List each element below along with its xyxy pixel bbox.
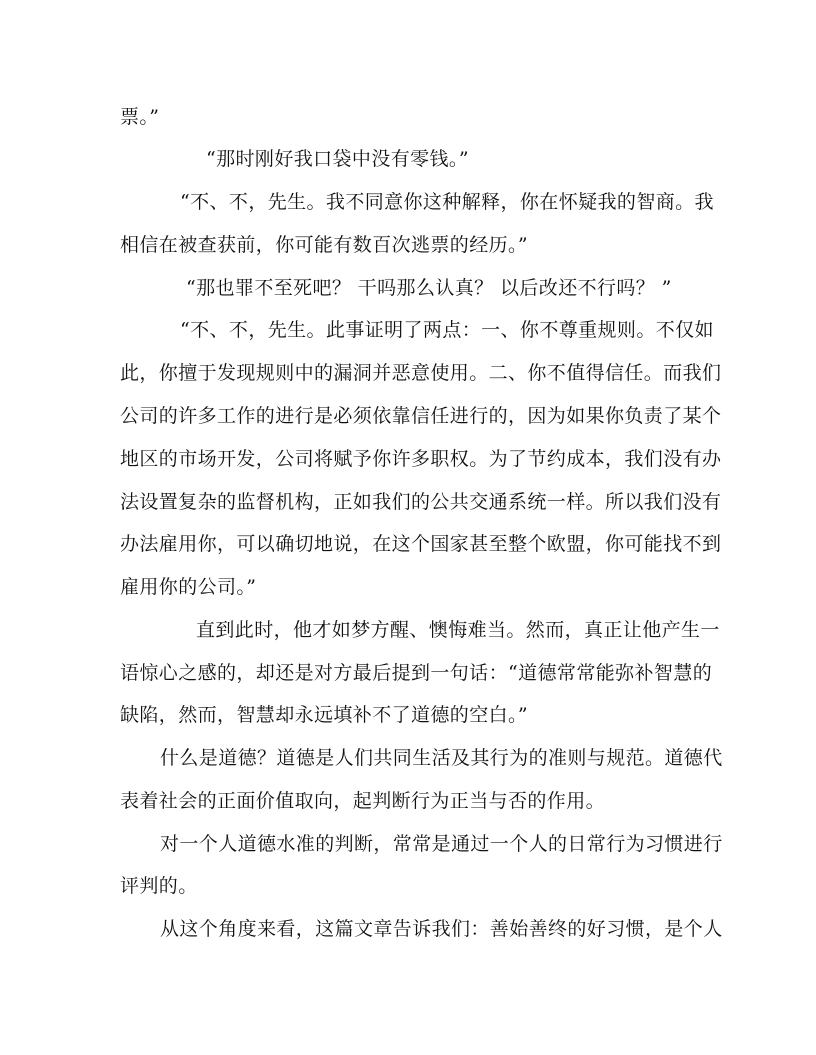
- text-line: 票。”: [120, 106, 160, 128]
- text-line: 地区的市场开发，公司将赋予你许多职权。为了节约成本，我们没有办: [120, 448, 722, 470]
- text-line: 什么是道德？道德是人们共同生活及其行为的准则与规范。道德代: [160, 747, 723, 769]
- text-line: 从这个角度来看，这篇文章告诉我们：善始善终的好习惯，是个人: [160, 918, 723, 940]
- text-line: “不、不，先生。此事证明了两点：一、你不尊重规则。不仅如: [180, 319, 714, 341]
- text-line: 直到此时，他才如梦方醒、懊悔难当。然而，真正让他产生一: [196, 619, 720, 641]
- text-line: 公司的许多工作的进行是必须依靠信任进行的，因为如果你负责了某个: [120, 405, 722, 427]
- text-line: “那也罪不至死吧？ 干吗那么认真？ 以后改还不行吗？ ”: [186, 277, 672, 299]
- text-line: “那时刚好我口袋中没有零钱。”: [206, 148, 469, 170]
- text-line: 办法雇用你，可以确切地说，在这个国家甚至整个欧盟，你可能找不到: [120, 533, 722, 555]
- text-line: 缺陷，然而，智慧却永远填补不了道德的空白。”: [120, 704, 529, 726]
- text-line: 雇用你的公司。”: [120, 576, 257, 598]
- text-line: 表着社会的正面价值取向，起判断行为正当与否的作用。: [120, 790, 606, 812]
- text-line: “不、不，先生。我不同意你这种解释，你在怀疑我的智商。我: [180, 191, 714, 213]
- text-line: 法设置复杂的监督机构，正如我们的公共交通系统一样。所以我们没有: [120, 491, 722, 513]
- text-line: 评判的。: [120, 875, 198, 897]
- text-line: 此，你擅于发现规则中的漏洞并恶意使用。二、你不值得信任。而我们: [120, 362, 722, 384]
- text-line: 相信在被查获前，你可能有数百次逃票的经历。”: [120, 234, 529, 256]
- text-line: 语惊心之感的，却还是对方最后提到一句话：“道德常常能弥补智慧的: [120, 662, 713, 684]
- text-line: 对一个人道德水准的判断，常常是通过一个人的日常行为习惯进行: [160, 833, 723, 855]
